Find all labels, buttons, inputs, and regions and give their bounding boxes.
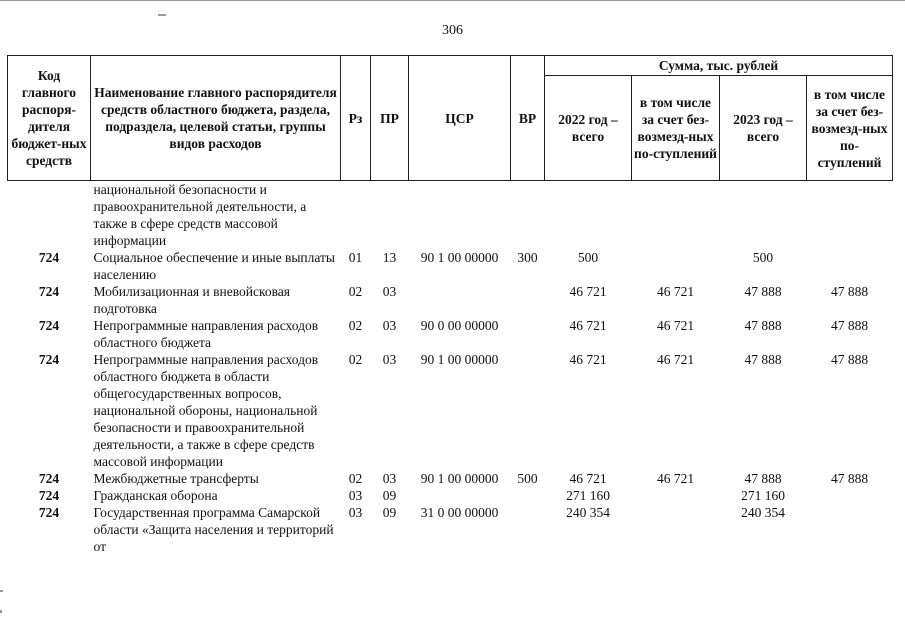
row-2022-total [545,181,632,250]
row-code: 724 [38,284,60,299]
row-2022-gratis [632,249,720,283]
header-code: Код главного распоря-дителя бюджет-ных средств [8,56,91,181]
page-number: 306 [442,23,463,38]
row-vr [511,317,545,351]
row-vr [511,181,545,250]
row-pr [371,181,409,250]
row-vr: 300 [517,250,538,265]
row-name: Социальное обеспечение и иные выплаты населению [93,250,335,282]
header-name: Наименование главного распорядителя средств областного бюджета, раздела, подраздела, целевой статьи, группы видов расходов [91,56,341,181]
row-2022-gratis [632,487,720,504]
table-row [8,181,893,250]
row-name: Непрограммные направления расходов областного бюджета в области общегосударственных вопросов, национальной обороны, национальной безопасности и правоохранительной деятельности, а также в сфере средств массовой информации [93,352,319,469]
header-2022-total: 2022 год – всего [545,76,632,181]
row-vr [511,487,545,504]
row-2023-gratis [807,249,893,283]
row-2022-total: 500 [577,250,599,265]
table-body [8,181,893,556]
row-2023-gratis [807,181,893,250]
header-sum: Сумма, тыс. рублей [545,56,893,76]
row-name: Непрограммные направления расходов областного бюджета [93,318,319,350]
row-pr: 09 [382,505,397,520]
row-pr: 03 [382,471,397,486]
row-code: 724 [38,488,60,503]
row-2022-total: 240 354 [566,505,610,520]
row-rz: 03 [348,488,363,503]
row-2023-total: 47 888 [744,471,782,486]
row-rz: 02 [348,284,363,299]
header-vr: ВР [511,56,545,181]
row-vr [511,504,545,555]
row-2023-gratis: 47 888 [830,318,869,333]
header-2022-gratis: в том числе за счет без-возмезд-ных по-ступлений [632,76,720,181]
row-2022-total: 271 160 [566,488,610,503]
row-rz: 03 [348,505,363,520]
header-pr: ПР [371,56,409,181]
row-2022-total: 46 721 [569,471,607,486]
row-csr [409,283,511,317]
row-vr [511,351,545,470]
row-2023-total: 47 888 [744,318,782,333]
row-2022-gratis: 46 721 [656,318,695,333]
row-csr [409,181,511,250]
row-2022-gratis: 46 721 [656,352,695,367]
header-2023-gratis: в том числе за счет без-возмезд-ных по-ступлений [807,76,893,181]
row-pr: 03 [382,352,397,367]
row-2023-total: 240 354 [741,505,785,520]
row-csr [409,487,511,504]
row-csr: 90 1 00 00000 [420,352,499,367]
table-row [8,470,893,487]
row-rz: 02 [348,318,363,333]
table-row [8,504,893,555]
row-csr: 90 0 00 00000 [420,318,499,333]
row-2023-total: 47 888 [744,352,782,367]
header-rz: Рз [341,56,371,181]
row-code: 724 [38,318,60,333]
row-2023-gratis [807,487,893,504]
row-2023-total: 500 [752,250,774,265]
row-code: 724 [38,250,60,265]
table-row [8,351,893,470]
table-row [8,317,893,351]
row-csr: 90 1 00 00000 [420,471,499,486]
scan-speck [0,590,3,592]
row-code [8,181,91,250]
row-2022-total: 46 721 [569,318,607,333]
table-row [8,283,893,317]
row-rz: 02 [348,352,363,367]
row-code: 724 [38,352,60,367]
row-2022-gratis [632,504,720,555]
row-csr: 90 1 00 00000 [420,250,499,265]
row-2023-total: 271 160 [741,488,785,503]
header-csr: ЦСР [409,56,511,181]
row-2022-gratis: 46 721 [656,284,695,299]
row-pr: 03 [382,318,397,333]
row-code: 724 [38,505,60,520]
row-rz: 02 [348,471,363,486]
row-2022-gratis: 46 721 [656,471,695,486]
scan-edge-line [0,0,905,1]
row-vr: 500 [517,471,538,486]
row-2023-gratis: 47 888 [830,352,869,367]
table-row [8,249,893,283]
row-pr: 09 [382,488,397,503]
row-csr: 31 0 00 00000 [420,505,499,520]
row-name: Межбюджетные трансферты [93,471,259,486]
row-2023-gratis [807,504,893,555]
row-pr: 13 [382,250,397,265]
row-2023-total [720,181,807,250]
row-2023-gratis: 47 888 [830,284,869,299]
row-name: Государственная программа Самарской области «Защита населения и территорий от [93,505,334,554]
budget-table [7,55,893,555]
row-pr: 03 [382,284,397,299]
table-header [8,56,893,181]
row-name: национальной безопасности и правоохранительной деятельности, а также в сфере средств массовой информации [93,182,307,248]
row-name: Гражданская оборона [93,488,218,503]
row-rz: 01 [348,250,363,265]
row-code: 724 [38,471,60,486]
row-2023-gratis: 47 888 [830,471,869,486]
row-rz [341,181,371,250]
row-vr [511,283,545,317]
row-2022-total: 46 721 [569,352,607,367]
row-name: Мобилизационная и вневойсковая подготовка [93,284,290,316]
row-2023-total: 47 888 [744,284,782,299]
scan-speck [0,610,2,613]
scan-speck [158,14,166,16]
row-2022-total: 46 721 [569,284,607,299]
row-2022-gratis [632,181,720,250]
header-2023-total: 2023 год – всего [720,76,807,181]
table-row [8,487,893,504]
